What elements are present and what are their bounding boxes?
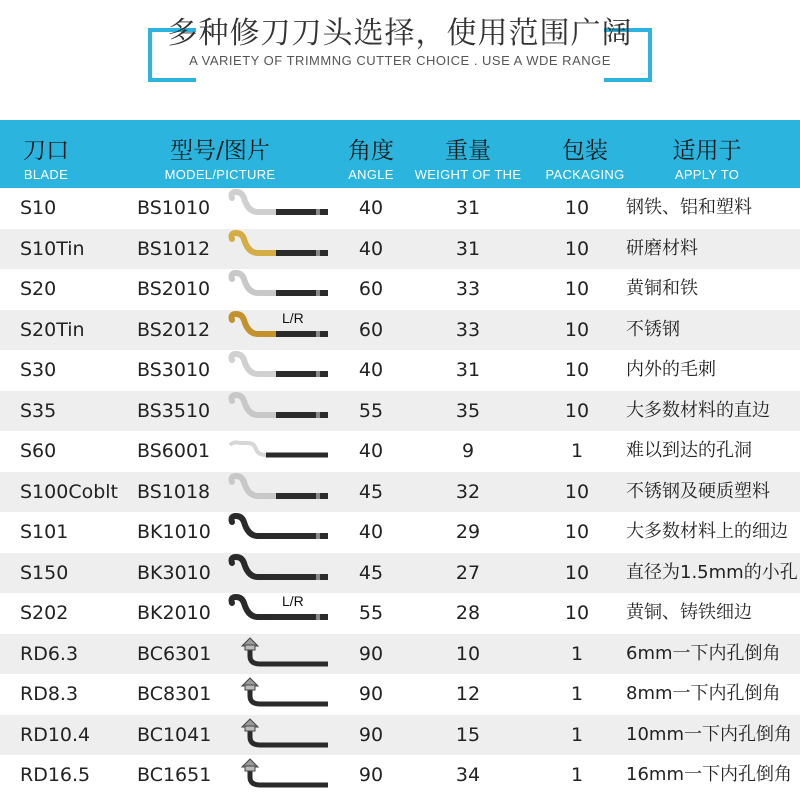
- apply-to-cell: 不锈钢: [626, 318, 680, 340]
- apply-to-cell: 研磨材料: [626, 237, 698, 259]
- blade-cell: S30: [20, 359, 57, 381]
- blade-picture: [220, 269, 340, 310]
- apply-to-cell: 不锈钢及硬质塑料: [626, 480, 770, 502]
- angle-cell: 45: [358, 480, 384, 503]
- blade-image-icon: [220, 512, 340, 552]
- blade-image-icon: [220, 472, 340, 512]
- weight-cell: 33: [455, 318, 481, 341]
- apply-to-cell: 内外的毛刺: [626, 359, 716, 380]
- blade-cell: S101: [20, 521, 69, 543]
- apply-to-cell: 难以到达的孔洞: [626, 440, 752, 461]
- blade-cell: S60: [20, 440, 57, 462]
- column-header-en: ANGLE: [348, 167, 394, 182]
- model-cell: BC1041: [137, 723, 212, 746]
- model-cell: BK3010: [137, 561, 211, 584]
- weight-cell: 9: [461, 440, 475, 462]
- angle-cell: 55: [358, 399, 384, 422]
- packaging-cell: 1: [570, 440, 584, 462]
- weight-cell: 15: [455, 723, 481, 746]
- header: [0, 0, 800, 110]
- blade-picture: [220, 391, 340, 432]
- weight-cell: 10: [455, 642, 481, 665]
- lr-label: L/R: [282, 593, 304, 609]
- model-cell: BS1018: [137, 480, 211, 503]
- angle-cell: 40: [358, 521, 384, 543]
- packaging-cell: 10: [564, 359, 590, 381]
- blade-picture: [220, 634, 340, 675]
- column-header-cn: 刀口: [23, 138, 69, 164]
- blade-picture: [220, 472, 340, 513]
- blade-image-icon: [220, 310, 340, 350]
- blade-picture: [220, 593, 340, 634]
- blade-cell: RD10.4: [20, 723, 91, 746]
- blade-cell: S100Coblt: [20, 480, 119, 503]
- column-header-en: APPLY TO: [674, 167, 740, 182]
- model-cell: BC1651: [137, 764, 212, 786]
- blade-image-icon: [220, 755, 340, 795]
- apply-to-cell: 6mm一下内孔倒角: [626, 642, 781, 664]
- column-header-cn: 型号/图片: [170, 138, 270, 164]
- table-body: [0, 188, 800, 796]
- blade-picture: [220, 310, 340, 351]
- packaging-cell: 1: [570, 764, 584, 786]
- packaging-cell: 10: [564, 521, 590, 543]
- packaging-cell: 1: [570, 723, 584, 746]
- angle-cell: 40: [358, 359, 384, 381]
- blade-image-icon: [220, 593, 340, 633]
- model-cell: BS6001: [137, 440, 211, 462]
- blade-image-icon: [220, 229, 340, 269]
- apply-to-cell: 大多数材料的直边: [626, 399, 770, 421]
- packaging-cell: 10: [564, 399, 590, 422]
- angle-cell: 90: [358, 764, 384, 786]
- model-cell: BS3010: [137, 359, 211, 381]
- model-cell: BS2012: [137, 318, 211, 341]
- apply-to-cell: 10mm一下内孔倒角: [626, 723, 792, 745]
- table-row: [0, 634, 800, 675]
- model-cell: BS1010: [137, 197, 211, 219]
- angle-cell: 90: [358, 723, 384, 746]
- table-row: [0, 512, 800, 553]
- blade-cell: RD16.5: [20, 764, 91, 786]
- column-header-weight: [412, 120, 524, 188]
- blade-picture: [220, 553, 340, 594]
- packaging-cell: 10: [564, 197, 590, 219]
- blade-cell: S35: [20, 399, 57, 422]
- model-cell: BK1010: [137, 521, 211, 543]
- apply-to-cell: 直径为1.5mm的小孔: [626, 561, 798, 583]
- blade-picture: [220, 674, 340, 715]
- table-header: [0, 120, 800, 188]
- model-cell: BS2010: [137, 278, 211, 300]
- column-header-packaging: [537, 120, 633, 188]
- column-header-cn: 重量: [445, 138, 491, 164]
- blade-image-icon: [220, 674, 340, 714]
- column-header-en: MODEL/PICTURE: [164, 167, 276, 182]
- blade-cell: S20Tin: [20, 318, 85, 341]
- blade-picture: [220, 715, 340, 756]
- table-row: [0, 553, 800, 594]
- table-row: [0, 755, 800, 796]
- column-header-cn: 适用于: [672, 138, 742, 164]
- packaging-cell: 1: [570, 642, 584, 665]
- blade-cell: RD8.3: [20, 683, 79, 705]
- table-row: [0, 310, 800, 351]
- blade-image-icon: [220, 350, 340, 390]
- packaging-cell: 10: [564, 480, 590, 503]
- blade-cell: S150: [20, 561, 69, 584]
- blade-image-icon: [220, 634, 340, 674]
- weight-cell: 31: [455, 359, 481, 381]
- model-cell: BC6301: [137, 642, 212, 665]
- table-row: [0, 229, 800, 270]
- blade-picture: [220, 188, 340, 229]
- angle-cell: 45: [358, 561, 384, 584]
- column-header-apply: [652, 120, 762, 188]
- title-english: A VARIETY OF TRIMMNG CUTTER CHOICE . USE A WDE RANGE: [189, 53, 611, 68]
- blade-image-icon: [220, 431, 340, 471]
- column-header-model: [130, 120, 310, 188]
- blade-image-icon: [220, 715, 340, 755]
- weight-cell: 12: [455, 683, 481, 705]
- model-cell: BK2010: [137, 602, 211, 624]
- angle-cell: 40: [358, 440, 384, 462]
- blade-cell: RD6.3: [20, 642, 79, 665]
- blade-cell: S202: [20, 602, 69, 624]
- packaging-cell: 10: [564, 278, 590, 300]
- angle-cell: 40: [358, 237, 384, 260]
- table-row: [0, 188, 800, 229]
- table-row: [0, 350, 800, 391]
- table-row: [0, 472, 800, 513]
- blade-cell: S20: [20, 278, 57, 300]
- column-header-en: BLADE: [23, 167, 69, 182]
- column-header-en: WEIGHT OF THE: [414, 167, 522, 182]
- weight-cell: 34: [455, 764, 481, 786]
- angle-cell: 55: [358, 602, 384, 624]
- blade-image-icon: [220, 269, 340, 309]
- angle-cell: 40: [358, 197, 384, 219]
- blade-picture: [220, 512, 340, 553]
- weight-cell: 31: [455, 237, 481, 260]
- column-header-blade: [0, 120, 92, 188]
- column-header-cn: 角度: [348, 138, 394, 164]
- model-cell: BS3510: [137, 399, 211, 422]
- weight-cell: 33: [455, 278, 481, 300]
- weight-cell: 28: [455, 602, 481, 624]
- table-row: [0, 431, 800, 472]
- title-chinese: 多种修刀刀头选择，使用范围广阔: [167, 16, 633, 51]
- table-row: [0, 593, 800, 634]
- blade-picture: [220, 755, 340, 796]
- weight-cell: 29: [455, 521, 481, 543]
- blade-image-icon: [220, 553, 340, 593]
- apply-to-cell: 黄铜和铁: [626, 278, 698, 299]
- table-row: [0, 715, 800, 756]
- table-row: [0, 391, 800, 432]
- apply-to-cell: 8mm一下内孔倒角: [626, 683, 781, 704]
- apply-to-cell: 钢铁、铝和塑料: [626, 197, 752, 218]
- packaging-cell: 10: [564, 602, 590, 624]
- apply-to-cell: 16mm一下内孔倒角: [626, 764, 792, 785]
- table-row: [0, 269, 800, 310]
- blade-cell: S10Tin: [20, 237, 85, 260]
- blade-image-icon: [220, 391, 340, 431]
- weight-cell: 32: [455, 480, 481, 503]
- weight-cell: 27: [455, 561, 481, 584]
- blade-cell: S10: [20, 197, 57, 219]
- model-cell: BC8301: [137, 683, 212, 705]
- packaging-cell: 1: [570, 683, 584, 705]
- apply-to-cell: 黄铜、铸铁细边: [626, 602, 752, 623]
- model-cell: BS1012: [137, 237, 211, 260]
- angle-cell: 60: [358, 318, 384, 341]
- column-header-cn: 包装: [562, 138, 608, 164]
- apply-to-cell: 大多数材料上的细边: [626, 521, 788, 542]
- blade-picture: [220, 431, 340, 472]
- blade-picture: [220, 350, 340, 391]
- angle-cell: 90: [358, 642, 384, 665]
- angle-cell: 90: [358, 683, 384, 705]
- blade-image-icon: [220, 188, 340, 228]
- packaging-cell: 10: [564, 237, 590, 260]
- blade-picture: [220, 229, 340, 270]
- packaging-cell: 10: [564, 318, 590, 341]
- weight-cell: 31: [455, 197, 481, 219]
- column-header-angle: [335, 120, 407, 188]
- angle-cell: 60: [358, 278, 384, 300]
- table-row: [0, 674, 800, 715]
- lr-label: L/R: [282, 309, 304, 326]
- packaging-cell: 10: [564, 561, 590, 584]
- column-header-en: PACKAGING: [545, 167, 625, 182]
- weight-cell: 35: [455, 399, 481, 422]
